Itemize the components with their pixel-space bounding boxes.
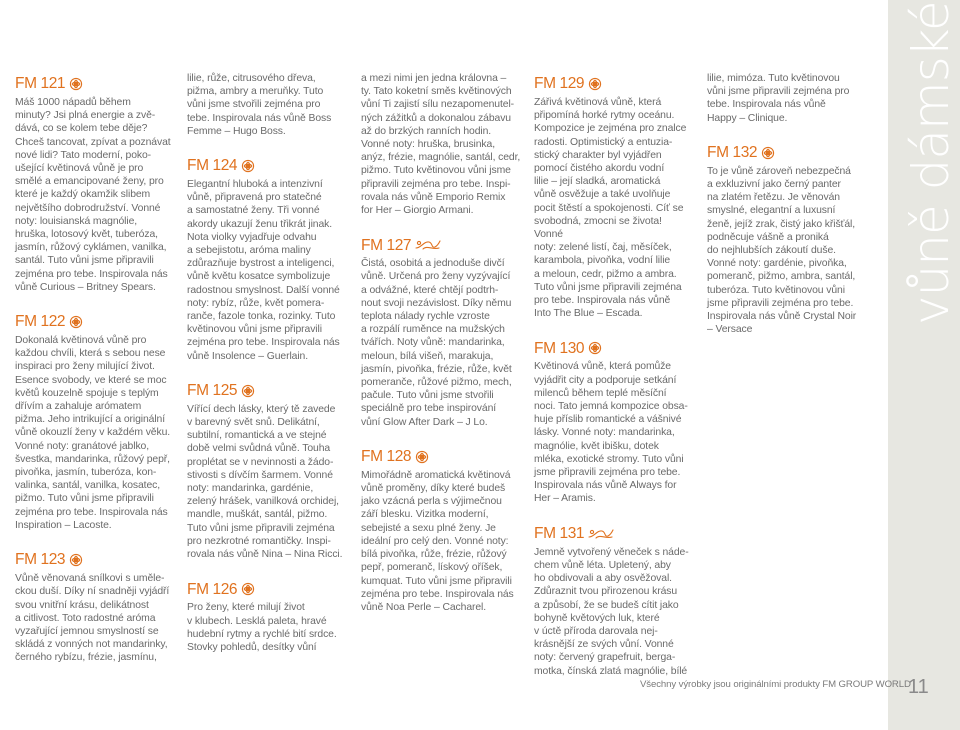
description-line: dřívím a zahaluje arómatem <box>15 401 142 413</box>
description-line: Inspiration – Lacoste. <box>15 519 112 531</box>
description-line: Zdůraznit tvou přirozenou krásu <box>534 586 678 598</box>
description-line: na zlatém řetězu. Je věnován <box>707 192 840 204</box>
description-line: mandle, muškát, santál, pižmo. <box>187 509 328 521</box>
description-line: Vonné noty: granátové jablko, <box>15 440 150 452</box>
description-line: bohyně květových luk, které <box>534 612 660 624</box>
description-line: Květinová vůně, která pomůže <box>534 361 671 373</box>
section-spacer <box>15 532 171 548</box>
product-code: FM 131 <box>534 525 585 543</box>
description-line: karambola, pivoňka, vodní lilie <box>534 255 671 267</box>
description-line: santál. Tuto vůni jsme připravili <box>15 255 154 267</box>
description-line: Jemně vytvořený věneček s náde- <box>534 546 689 558</box>
product-code: FM 123 <box>15 551 66 569</box>
description-line: Nota violky vyjadřuje odvahu <box>187 231 317 243</box>
section-spacer <box>15 294 171 310</box>
description-line: ideální pro celý den. Vonné noty: <box>361 535 509 547</box>
description-line: tuberóza. Tuto květinovou vůni <box>707 284 845 296</box>
text-column-4 <box>534 72 692 678</box>
description-line: Esence svobody, ve které se moc <box>15 374 167 386</box>
product-code: FM 125 <box>187 382 238 400</box>
description-line: v úctě příroda darovala nej- <box>534 625 658 637</box>
section-spacer <box>187 138 347 154</box>
description-line: vůně květu kosatce symbolizuje <box>187 271 331 283</box>
description-line: svou vnitřní krásu, delikátnost <box>15 599 149 611</box>
product-heading <box>15 548 171 572</box>
description-line: černého rybízu, frézie, jasmínu, <box>15 652 157 664</box>
text-column-5 <box>707 72 865 336</box>
description-line: a citlivost. Toto radostné aróma <box>15 612 156 624</box>
section-spacer <box>534 320 692 336</box>
description-line: tvářích. Noty vůně: mandarinka, <box>361 337 505 349</box>
description-line: zejména pro tebe. Inspirovala nás <box>187 337 340 349</box>
rose-icon <box>241 384 255 398</box>
description-line: pižmo. Tuto vůni jsme připravili <box>15 493 154 505</box>
product-heading <box>187 154 347 178</box>
rose-icon <box>588 341 602 355</box>
description-line: pro nezkrotné romantičky. Inspi- <box>187 535 331 547</box>
description-line: – Versace <box>707 324 753 336</box>
page-number: 11 <box>908 676 929 698</box>
description-line: svobodná, zmocni se života! Vonné <box>534 215 662 241</box>
description-line: a samostatné ženy. Tři vonné <box>187 205 320 217</box>
text-column-1 <box>15 72 171 665</box>
description-line: vůní Glow After Dark – J Lo. <box>361 416 488 428</box>
text-column-3 <box>361 72 521 614</box>
description-line: květinovou vůni jsme připravili <box>187 324 322 336</box>
rose-icon <box>69 77 83 91</box>
description-line: vůně Curious – Britney Spears. <box>15 281 156 293</box>
category-title: vůně dámské <box>902 1 960 325</box>
description-line: době velmi svůdná vůně. Touha <box>187 443 331 455</box>
description-line: Vonné noty: hruška, brusinka, <box>361 139 495 151</box>
product-heading <box>15 310 171 334</box>
swirl-icon <box>588 528 614 540</box>
rose-icon <box>415 450 429 464</box>
description-line: radosti. Optimistický a entuzia- <box>534 136 673 148</box>
description-line: pivoňka, jasmín, tuberóza, kon- <box>15 467 157 479</box>
description-line: noty: louisianská magnólie, <box>15 215 138 227</box>
product-code: FM 124 <box>187 157 238 175</box>
description-line: jako vzácná perla s výjimečnou <box>361 496 502 508</box>
description-line: ho obdivovali a aby osvěžoval. <box>534 573 672 585</box>
description-line: září blesku. Vizitka moderní, <box>361 509 489 521</box>
description-line: anýz, frézie, magnólie, santál, cedr, <box>361 152 521 164</box>
description-line: jsme připravili zejména pro tebe. <box>707 297 854 309</box>
description-line: speciálně pro tebe inspirování <box>361 403 497 415</box>
description-line: podněcuje vášně a proniká <box>707 231 829 243</box>
description-line: Elegantní hluboká a intenzivní <box>187 179 323 191</box>
description-line: ných zážitků a dokonalou zábavu <box>361 112 511 124</box>
description-line: zelený hrášek, vanilková orchidej, <box>187 496 339 508</box>
description-line: ty. Tato koketní směs květinových <box>361 86 512 98</box>
product-code: FM 121 <box>15 75 66 93</box>
description-line: radostnou smyslnost. Další vonné <box>187 284 340 296</box>
description-line: a sebejistotu, aróma maliny <box>187 245 311 257</box>
description-line: smělé a emancipované ženy, pro <box>15 176 164 188</box>
description-line: zdůrazňuje bystrost a inteligenci, <box>187 258 335 270</box>
product-heading <box>15 72 171 96</box>
description-line: v barevný svět snů. Delikátní, <box>187 417 320 429</box>
description-line: for Her – Giorgio Armani. <box>361 205 474 217</box>
description-line: v klubech. Lesklá paleta, hravé <box>187 615 327 627</box>
description-line: ženě, jejíž zrak, čistý jako křišťál, <box>707 218 856 230</box>
section-spacer <box>187 363 347 379</box>
section-spacer <box>361 429 521 445</box>
description-line: Vonné noty: gardénie, pivoňka, <box>707 258 847 270</box>
product-code: FM 127 <box>361 236 412 254</box>
description-line: smyslné, elegantní a luxusní <box>707 205 836 217</box>
description-line: vyzařující jemnou smyslností se <box>15 625 159 637</box>
section-spacer <box>187 561 347 577</box>
description-line: a způsobí, že se budeš cítit jako <box>534 599 679 611</box>
description-line: rovala nás vůně Nina – Nina Ricci. <box>187 549 343 561</box>
description-line: vůní Ti zajistí sílu nezapomenutel- <box>361 99 515 111</box>
description-line: které je každý okamžik slibem <box>15 189 151 201</box>
swirl-icon <box>415 239 441 251</box>
description-line: Inspirovala nás vůně Always for <box>534 480 677 492</box>
description-line: květů kouzelně spojuje s teplým <box>15 387 159 399</box>
rose-icon <box>241 159 255 173</box>
description-line: subtilní, romantická a ve stejné <box>187 430 327 442</box>
description-line: skládá z vonných not mandarinky, <box>15 639 168 651</box>
rose-icon <box>69 553 83 567</box>
description-line: Her – Aramis. <box>534 493 596 505</box>
description-line: akordy ukazují ženu třikrát jinak. <box>187 218 333 230</box>
product-heading <box>361 445 521 469</box>
product-heading <box>534 522 692 546</box>
description-line: mléka, exotické stromy. Tuto vůni <box>534 453 684 465</box>
description-line: Tuto vůni jsme připravili zejména <box>534 281 682 293</box>
product-code: FM 126 <box>187 580 238 598</box>
description-line: Into The Blue – Escada. <box>534 308 643 320</box>
section-spacer <box>707 125 865 141</box>
description-line: noty: červený grapefruit, berga- <box>534 652 676 664</box>
product-code: FM 132 <box>707 144 758 162</box>
description-line: jasmín, růžový cyklámen, vanilka, <box>15 242 167 254</box>
description-line: teplota nálady rychle vzroste <box>361 311 490 323</box>
description-line: hruška, lotosový květ, tuberóza, <box>15 229 158 241</box>
description-line: tebe. Inspirovala nás vůně Boss <box>187 112 332 124</box>
description-line: Happy – Clinique. <box>707 112 788 124</box>
description-line: krásnější ze svých vůní. Vonné <box>534 639 674 651</box>
description-line: a meloun, cedr, pižmo a ambra. <box>534 268 677 280</box>
description-line: Máš 1000 nápadů během <box>15 97 131 108</box>
description-line: hudební rytmy a rychlé bití srdce. <box>187 628 337 640</box>
description-line: pižma, ambry a meruňky. Tuto <box>187 86 324 98</box>
description-line: vůni jsme stvořili zejména pro <box>187 99 321 111</box>
description-line: zejména pro tebe. Inspirovala nás <box>15 268 168 280</box>
category-sidebar <box>888 0 960 730</box>
description-line: Femme – Hugo Boss. <box>187 125 286 137</box>
description-line: lilie – její sladká, aromatická <box>534 176 661 188</box>
description-line: vůně osvěžuje a také uvolňuje <box>534 189 671 201</box>
description-line: Vůně věnovaná snílkovi s uměle- <box>15 573 165 585</box>
rose-icon <box>69 315 83 329</box>
product-code: FM 129 <box>534 75 585 93</box>
rose-icon <box>588 77 602 91</box>
description-line: stivosti s dívčím šarmem. Vonné <box>187 469 333 481</box>
description-line: vůni jsme připravili zejména pro <box>707 86 850 98</box>
description-line: do nejhlubších zákoutí duše. <box>707 245 836 257</box>
product-code: FM 130 <box>534 339 585 357</box>
description-line: Vířící dech lásky, který tě zavede <box>187 403 336 415</box>
description-line: tebe. Inspirovala nás vůně <box>707 99 826 111</box>
section-spacer <box>361 217 521 233</box>
description-line: lilie, mimóza. Tuto květinovou <box>707 73 840 84</box>
description-line: švestka, mandarinka, růžový pepř, <box>15 453 170 465</box>
description-line: pižmo. Tuto květinovou vůni jsme <box>361 165 511 177</box>
description-line: pocit štěstí a spokojenosti. Cíť se <box>534 202 684 214</box>
description-line: pro tebe. Inspirovala nás vůně <box>534 295 671 307</box>
description-line: noci. Tato jemná kompozice obsa- <box>534 401 688 413</box>
description-line: nové lidi? Tato moderní, poko- <box>15 149 152 161</box>
description-line: motka, čínská zlatá magnólie, bílé <box>534 665 688 677</box>
description-line: Inspirovala nás vůně Crystal Noir <box>707 311 857 323</box>
product-heading <box>707 141 865 165</box>
description-line: stický charakter byl vyjádřen <box>534 149 662 161</box>
description-line: vůně, připravená pro statečné <box>187 192 322 204</box>
description-line: vůně Noa Perle – Cacharel. <box>361 601 487 613</box>
description-line: až do brzkých ranních hodin. <box>361 125 492 137</box>
description-line: valinka, santál, vanilka, kosatec, <box>15 480 161 492</box>
description-line: Zářivá květinová vůně, která <box>534 97 662 108</box>
description-line: a rozpálí ruměnce na mužských <box>361 324 505 336</box>
rose-icon <box>761 146 775 160</box>
description-line: minuty? Jsi plná energie a zvě- <box>15 110 156 122</box>
description-line: pačule. Tuto vůni jsme stvořili <box>361 390 494 402</box>
description-line: a exkluzivní jako černý panter <box>707 179 841 191</box>
description-line: Chceš tancovat, zpívat a poznávat <box>15 136 171 148</box>
description-line: dává, co se kolem tebe děje? <box>15 123 148 135</box>
description-line: Čistá, osobitá a jednoduše divčí <box>361 258 505 270</box>
description-line: jsme připravili zejména pro tebe. <box>534 467 681 479</box>
product-heading <box>187 379 347 403</box>
description-line: kumquat. Tuto vůni jsme připravili <box>361 575 512 587</box>
description-line: zejména pro tebe. Inspirovala nás <box>15 506 168 518</box>
description-line: sebejisté a sexu plné ženy. Je <box>361 522 496 534</box>
section-spacer <box>534 506 692 522</box>
description-line: nout svoji nezávislost. Díky němu <box>361 297 512 309</box>
description-line: pepř, pomeranč, lískový oříšek, <box>361 562 503 574</box>
product-heading <box>187 577 347 601</box>
description-line: pomeranče, růžové pižmo, mech, <box>361 377 512 389</box>
description-line: ckou duší. Díky ní snadněji vyjádří <box>15 586 170 598</box>
product-heading <box>534 72 692 96</box>
description-line: noty: rybíz, růže, květ pomera- <box>187 297 325 309</box>
description-line: milenců během teplé měsíční <box>534 387 667 399</box>
product-code: FM 128 <box>361 448 412 466</box>
description-line: inspiraci pro ženy milující život. <box>15 361 155 373</box>
description-line: připravili zejména pro tebe. Inspi- <box>361 178 511 190</box>
description-line: Stovky pohledů, desítky vůní <box>187 641 317 653</box>
description-line: vůně. Určená pro ženy vyzývající <box>361 271 511 283</box>
product-heading <box>361 233 521 257</box>
description-line: zejména pro tebe. Inspirovala nás <box>361 588 514 600</box>
description-line: pižma. Jeho intrikující a originální <box>15 414 166 426</box>
description-line: vyjádřit city a podporuje setkání <box>534 374 677 386</box>
description-line: proplétat se v nevinnosti a žádo- <box>187 456 334 468</box>
description-line: vůně proměny, díky které budeš <box>361 483 506 495</box>
description-line: každou chvíli, která s sebou nese <box>15 348 166 360</box>
description-line: chem vůně léta. Upletený, aby <box>534 559 671 571</box>
description-line: Pro ženy, které milují život <box>187 602 305 614</box>
description-line: Kompozice je zejména pro znalce <box>534 123 687 135</box>
rose-icon <box>241 582 255 596</box>
description-line: pomocí čistého akordu vodní <box>534 163 665 175</box>
description-line: největšího dobrodružství. Vonné <box>15 202 161 214</box>
description-line: Tuto vůni jsme připravili zejména <box>187 522 335 534</box>
description-line: noty: zelené listí, čaj, měsíček, <box>534 242 672 254</box>
description-line: lilie, růže, citrusového dřeva, <box>187 73 316 84</box>
description-line: magnólie, květ ibišku, dotek <box>534 440 659 452</box>
description-line: meloun, bílá višeň, marakuja, <box>361 350 494 362</box>
description-line: a mezi nimi jen jedna královna – <box>361 73 507 84</box>
description-line: ranče, fazole tonka, rozinky. Tuto <box>187 311 336 323</box>
description-line: rovala nás vůně Emporio Remix <box>361 191 506 203</box>
description-line: vůně okouzlí ženy v každém věku. <box>15 427 171 439</box>
description-line: jasmín, pivoňka, frézie, růže, květ <box>361 363 512 375</box>
description-line: pomeranč, pižmo, ambra, santál, <box>707 271 856 283</box>
description-line: připomíná horké rytmy oceánu. <box>534 110 675 122</box>
description-line: Mimořádně aromatická květinová <box>361 469 511 481</box>
description-line: a odvážné, které chtějí podtrh- <box>361 284 499 296</box>
footer-note: Všechny výrobky jsou originálními produkty FM GROUP WORLD <box>640 679 911 690</box>
description-line: To je vůně zároveň nebezpečná <box>707 165 851 177</box>
description-line: noty: mandarinka, gardénie, <box>187 483 314 495</box>
description-line: lásky. Vonné noty: mandarinka, <box>534 427 675 439</box>
description-line: ušející květinová vůně je pro <box>15 163 144 175</box>
description-line: bílá pivoňka, růže, frézie, růžový <box>361 549 507 561</box>
text-column-2 <box>187 72 347 654</box>
description-line: huje příslib romantické a vášnivé <box>534 414 682 426</box>
product-heading <box>534 336 692 360</box>
description-line: Dokonalá květinová vůně pro <box>15 335 147 347</box>
description-line: vůně Insolence – Guerlain. <box>187 350 309 362</box>
product-code: FM 122 <box>15 313 66 331</box>
